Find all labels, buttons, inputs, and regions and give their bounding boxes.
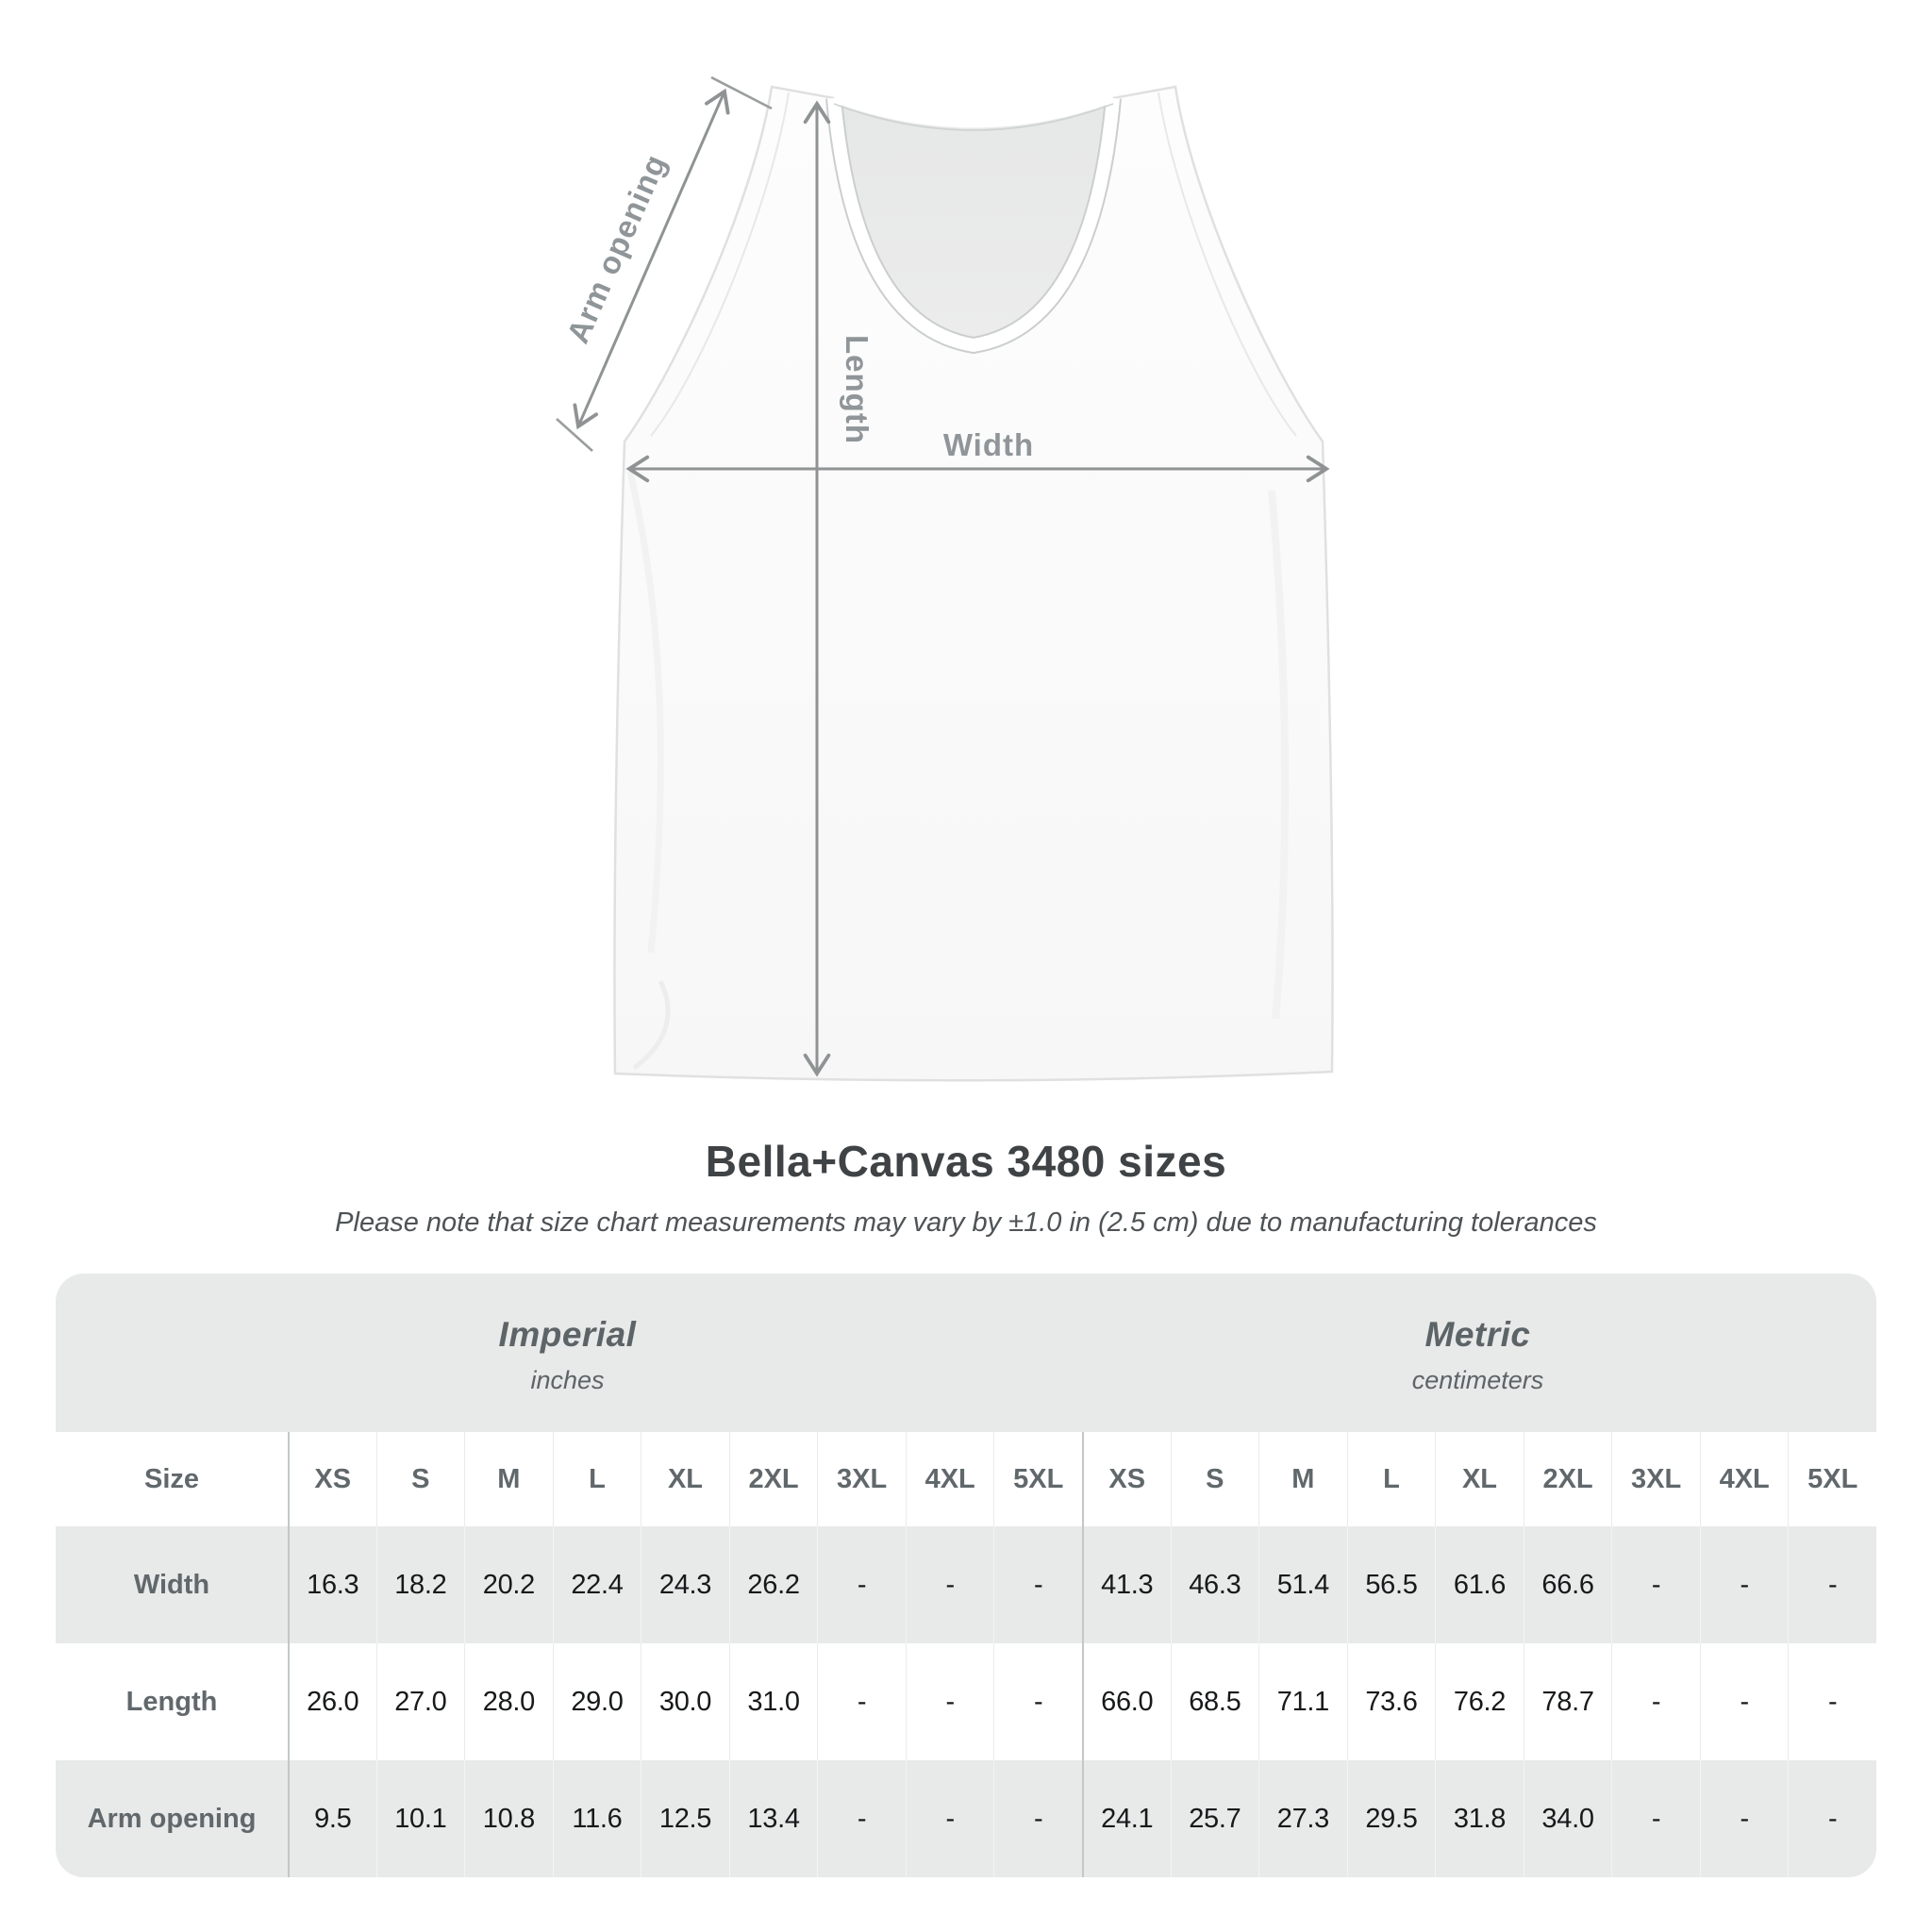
arm-opening-label: Arm opening xyxy=(559,148,674,349)
arm-opening-tick-bottom xyxy=(557,419,592,451)
size-header-cell: XS xyxy=(288,1432,376,1526)
value-cell: - xyxy=(1611,1643,1700,1760)
value-cell: 24.1 xyxy=(1082,1760,1171,1877)
row-label: Length xyxy=(56,1643,288,1760)
value-cell: - xyxy=(993,1643,1082,1760)
size-header-cell: 4XL xyxy=(906,1432,994,1526)
value-cell: - xyxy=(993,1760,1082,1877)
value-cell: 16.3 xyxy=(288,1526,376,1643)
value-cell: 78.7 xyxy=(1524,1643,1612,1760)
value-cell: - xyxy=(1611,1760,1700,1877)
value-cell: - xyxy=(1700,1526,1789,1643)
tank-top-graphic xyxy=(614,87,1332,1080)
value-cell: - xyxy=(1788,1760,1876,1877)
page-title: Bella+Canvas 3480 sizes xyxy=(705,1137,1227,1186)
value-cell: 34.0 xyxy=(1524,1760,1612,1877)
value-cell: - xyxy=(817,1760,906,1877)
tolerance-note: Please note that size chart measurements may vary by ±1.0 in (2.5 cm) due to manufacturing tolerances xyxy=(335,1208,1597,1238)
value-cell: 31.8 xyxy=(1435,1760,1524,1877)
value-cell: 13.4 xyxy=(729,1760,818,1877)
value-cell: - xyxy=(906,1526,994,1643)
value-cell: - xyxy=(1788,1526,1876,1643)
value-cell: 12.5 xyxy=(641,1760,729,1877)
unit-header-metric xyxy=(1079,1274,1876,1432)
row-label: Arm opening xyxy=(56,1760,288,1877)
size-header-cell: 3XL xyxy=(1611,1432,1700,1526)
value-cell: 56.5 xyxy=(1347,1526,1436,1643)
value-cell: 66.6 xyxy=(1524,1526,1612,1643)
value-cell: 10.1 xyxy=(376,1760,465,1877)
value-cell: - xyxy=(1611,1526,1700,1643)
width-label: Width xyxy=(942,427,1035,462)
size-header-cell: M xyxy=(464,1432,553,1526)
value-cell: 28.0 xyxy=(464,1643,553,1760)
unit-header-imperial xyxy=(56,1274,1079,1432)
size-header-cell: 2XL xyxy=(729,1432,818,1526)
value-cell: 29.5 xyxy=(1347,1760,1436,1877)
value-cell: - xyxy=(1700,1643,1789,1760)
value-cell: 51.4 xyxy=(1258,1526,1347,1643)
col-header-size: Size xyxy=(56,1432,288,1526)
value-cell: 76.2 xyxy=(1435,1643,1524,1760)
size-header-cell: XL xyxy=(641,1432,729,1526)
size-chart-card xyxy=(56,1274,1876,1877)
metric-sublabel: centimeters xyxy=(1411,1365,1544,1394)
value-cell: 27.0 xyxy=(376,1643,465,1760)
value-cell: 71.1 xyxy=(1258,1643,1347,1760)
value-cell: 27.3 xyxy=(1258,1760,1347,1877)
value-cell: 25.7 xyxy=(1171,1760,1259,1877)
value-cell: 26.2 xyxy=(729,1526,818,1643)
value-cell: 31.0 xyxy=(729,1643,818,1760)
value-cell: 26.0 xyxy=(288,1643,376,1760)
value-cell: 66.0 xyxy=(1082,1643,1171,1760)
value-cell: 29.0 xyxy=(553,1643,641,1760)
value-cell: 10.8 xyxy=(464,1760,553,1877)
value-cell: 9.5 xyxy=(288,1760,376,1877)
value-cell: 68.5 xyxy=(1171,1643,1259,1760)
size-header-cell: M xyxy=(1258,1432,1347,1526)
size-header-cell: 4XL xyxy=(1700,1432,1789,1526)
value-cell: 46.3 xyxy=(1171,1526,1259,1643)
value-cell: 41.3 xyxy=(1082,1526,1171,1643)
size-header-cell: L xyxy=(553,1432,641,1526)
value-cell: - xyxy=(1700,1760,1789,1877)
imperial-sublabel: inches xyxy=(530,1365,605,1394)
unit-header-row xyxy=(56,1274,1876,1432)
value-cell: 22.4 xyxy=(553,1526,641,1643)
size-header-cell: 5XL xyxy=(1788,1432,1876,1526)
value-cell: - xyxy=(906,1760,994,1877)
value-cell: 61.6 xyxy=(1435,1526,1524,1643)
value-cell: 30.0 xyxy=(641,1643,729,1760)
value-cell: - xyxy=(1788,1643,1876,1760)
value-cell: - xyxy=(993,1526,1082,1643)
value-cell: - xyxy=(817,1643,906,1760)
length-label: Length xyxy=(840,335,874,444)
value-cell: 24.3 xyxy=(641,1526,729,1643)
value-cell: 20.2 xyxy=(464,1526,553,1643)
size-header-cell: L xyxy=(1347,1432,1436,1526)
size-header-cell: XS xyxy=(1082,1432,1171,1526)
size-header-cell: 5XL xyxy=(993,1432,1082,1526)
size-header-cell: S xyxy=(376,1432,465,1526)
value-cell: 11.6 xyxy=(553,1760,641,1877)
size-header-cell: 3XL xyxy=(817,1432,906,1526)
imperial-label: Imperial xyxy=(498,1314,637,1354)
size-header-cell: S xyxy=(1171,1432,1259,1526)
value-cell: - xyxy=(817,1526,906,1643)
size-header-cell: XL xyxy=(1435,1432,1524,1526)
metric-label: Metric xyxy=(1424,1314,1531,1354)
row-label: Width xyxy=(56,1526,288,1643)
value-cell: 73.6 xyxy=(1347,1643,1436,1760)
size-header-cell: 2XL xyxy=(1524,1432,1612,1526)
size-table-grid xyxy=(56,1432,1876,1877)
value-cell: 18.2 xyxy=(376,1526,465,1643)
value-cell: - xyxy=(906,1643,994,1760)
